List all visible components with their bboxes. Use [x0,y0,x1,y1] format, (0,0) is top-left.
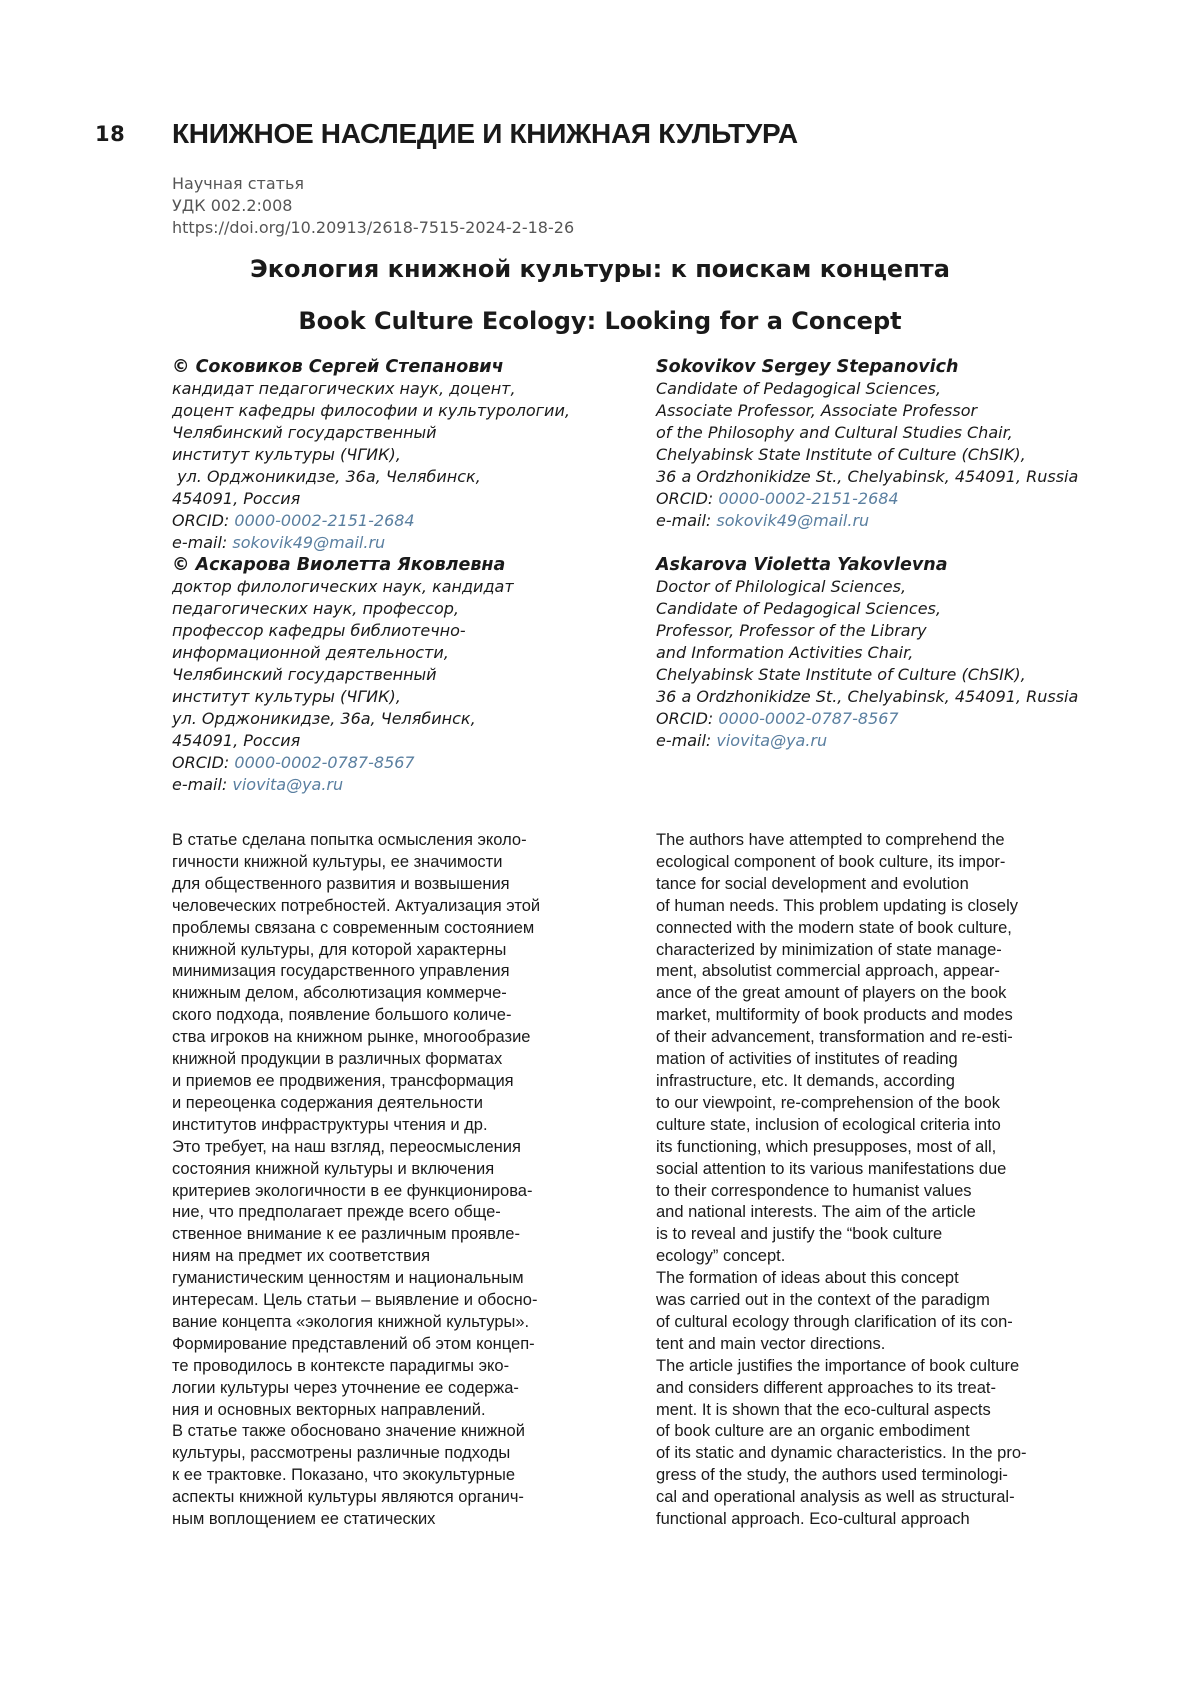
author-affiliation-line: 36 a Ordzhonikidze St., Chelyabinsk, 454091, Russia [656,467,1079,486]
orcid-label: ORCID: [172,753,235,772]
authors-en [656,356,1111,752]
author-affiliation-line: ул. Орджоникидзе, 36а, Челябинск, [172,467,481,486]
orcid-label: ORCID: [656,489,719,508]
abstract-line: mation of activities of institutes of reading [656,1050,958,1069]
author-affiliation-line: доктор филологических наук, кандидат [172,577,514,596]
email-link[interactable]: viovita@ya.ru [232,775,344,794]
author-affiliation-line: Челябинский государственный [172,423,437,442]
abstract-line: functional approach. Eco-cultural approach [656,1510,970,1529]
abstract-line: of book culture are an organic embodiment [656,1422,970,1441]
abstract-line: The article justifies the importance of book culture [656,1356,1020,1375]
author-affiliation-line: профессор кафедры библиотечно- [172,621,466,640]
author-affiliation-line: 36 a Ordzhonikidze St., Chelyabinsk, 454091, Russia [656,687,1079,706]
abstract-line: те проводилось в контексте парадигмы эко- [172,1356,510,1375]
abstract-line: culture state, inclusion of ecological criteria into [656,1115,1001,1134]
abstract-line: ecological component of book culture, its impor- [656,852,1006,871]
journal-title: КНИЖНОЕ НАСЛЕДИЕ И КНИЖНАЯ КУЛЬТУРА [172,118,798,149]
abstract-line: characterized by minimization of state manage- [656,940,1002,959]
abstract-line: для общественного развития и возвышения [172,874,510,893]
abstract-line: and national interests. The aim of the article [656,1203,976,1222]
abstract-line: В статье сделана попытка осмысления эколо- [172,831,527,849]
author-name: Sokovikov Sergey Stepanovich [656,357,959,377]
author-affiliation-line: педагогических наук, профессор, [172,599,460,618]
author-affiliation-line: 454091, Россия [172,489,301,508]
author-affiliation-line: институт культуры (ЧГИК), [172,445,401,464]
abstract-ru [172,830,612,1531]
abstract-line: to our viewpoint, re-comprehension of the book [656,1093,1000,1112]
abstract-line: gress of the study, the authors used terminologi- [656,1466,1008,1485]
abstract-line: к ее трактовке. Показано, что экокультурные [172,1466,516,1485]
email-label: e-mail: [656,511,717,530]
author-affiliation-line: Chelyabinsk State Institute of Culture (ChSIK), [656,445,1026,464]
abstract-line: книжной культуры, для которой характерны [172,940,507,959]
abstract-line: институтов инфраструктуры чтения и др. [172,1115,488,1134]
abstract-line: of their advancement, transformation and re-esti- [656,1028,1013,1047]
author-affiliation-line: Associate Professor, Associate Professor [656,401,978,420]
abstract-line: ecology” concept. [656,1247,786,1266]
author-affiliation-line: информационной деятельности, [172,643,449,662]
abstract-line: was carried out in the context of the paradigm [656,1291,990,1310]
abstract-line: культуры, рассмотрены различные подходы [172,1444,511,1463]
abstract-line: is to reveal and justify the “book culture [656,1225,943,1244]
orcid-line [172,752,612,774]
abstract-line: Это требует, на наш взгляд, переосмысления [172,1137,521,1156]
abstract-line: tent and main vector directions. [656,1334,886,1353]
abstract-line: connected with the modern state of book culture, [656,918,1012,937]
orcid-line [656,708,1111,730]
abstract-line: ства игроков на книжном рынке, многообразие [172,1028,531,1047]
abstract-line: вание концепта «экология книжной культуры». [172,1312,530,1331]
abstract-line: аспекты книжной культуры являются органич- [172,1488,524,1507]
page-number: 18 [95,122,126,146]
abstract-line: ance of the great amount of players on the book [656,984,1007,1003]
article-meta [172,173,574,239]
abstract-line: ственное внимание к ее различным проявле- [172,1225,520,1244]
author-name: © Соковиков Сергей Степанович [172,357,504,377]
abstract-line: market, multiformity of book products and modes [656,1006,1013,1025]
article-type: Научная статья [172,174,305,193]
email-link[interactable]: sokovik49@mail.ru [716,511,870,530]
author-affiliation-line: ул. Орджоникидзе, 36а, Челябинск, [172,709,476,728]
authors-ru [172,356,612,796]
abstract-line: и приемов ее продвижения, трансформация [172,1071,514,1090]
author-ru-1 [172,356,612,554]
author-affiliation-line: Doctor of Philological Sciences, [656,577,907,596]
email-line [656,730,1111,752]
abstract-line: В статье также обосновано значение книжной [172,1422,525,1441]
abstract-line: Формирование представлений об этом концеп- [172,1334,535,1353]
email-label: e-mail: [172,775,233,794]
author-en-1 [656,356,1111,532]
abstract-line: ниям на предмет их соответствия [172,1247,431,1266]
email-label: e-mail: [172,533,233,552]
udk-code: УДК 002.2:008 [172,196,293,215]
abstract-line: and considers different approaches to its treat- [656,1378,996,1397]
author-en-2 [656,554,1111,752]
orcid-line [172,510,612,532]
author-affiliation-line: of the Philosophy and Cultural Studies Chair, [656,423,1013,442]
orcid-link[interactable]: 0000-0002-2151-2684 [234,511,415,530]
abstract-line: The authors have attempted to comprehend the [656,831,1005,849]
abstract-line: of its static and dynamic characteristics. In the pro- [656,1444,1027,1463]
abstract-line: ние, что предполагает прежде всего обще- [172,1203,501,1222]
author-ru-2 [172,554,612,796]
orcid-label: ORCID: [656,709,719,728]
author-name: Askarova Violetta Yakovlevna [656,555,948,575]
email-line [172,532,612,554]
abstract-line: книжным делом, абсолютизация коммерче- [172,984,507,1003]
email-line [172,774,612,796]
abstract-line: ского подхода, появление большого количе- [172,1006,512,1025]
orcid-link[interactable]: 0000-0002-0787-8567 [718,709,899,728]
email-label: e-mail: [656,731,717,750]
orcid-link[interactable]: 0000-0002-0787-8567 [234,753,415,772]
article-title-en: Book Culture Ecology: Looking for a Concept [298,307,902,335]
email-link[interactable]: sokovik49@mail.ru [232,533,386,552]
author-affiliation-line: Candidate of Pedagogical Sciences, [656,599,941,618]
abstract-line: гуманистическим ценностям и национальным [172,1269,524,1288]
author-affiliation-line: кандидат педагогических наук, доцент, [172,379,516,398]
doi-link[interactable]: https://doi.org/10.20913/2618-7515-2024-2-18-26 [172,218,575,237]
abstract-line: ния и основных векторных направлений. [172,1400,486,1419]
abstract-line: cal and operational analysis as well as structural- [656,1488,1015,1507]
abstract-line: The formation of ideas about this concept [656,1269,959,1288]
orcid-label: ORCID: [172,511,235,530]
author-affiliation-line: and Information Activities Chair, [656,643,914,662]
abstract-line: its functioning, which presupposes, most of all, [656,1137,997,1156]
author-affiliation-line: Челябинский государственный [172,665,437,684]
abstract-line: to their correspondence to humanist values [656,1181,972,1200]
author-affiliation-line: Chelyabinsk State Institute of Culture (ChSIK), [656,665,1026,684]
abstract-line: of human needs. This problem updating is closely [656,896,1018,915]
abstract-line: книжной продукции в различных форматах [172,1050,503,1069]
article-title-ru: Экология книжной культуры: к поискам концепта [250,255,950,283]
author-affiliation-line: институт культуры (ЧГИК), [172,687,401,706]
abstract-line: и переоценка содержания деятельности [172,1093,483,1112]
abstract-line: tance for social development and evolution [656,874,969,893]
abstract-line: гичности книжной культуры, ее значимости [172,852,503,871]
abstract-line: ным воплощением ее статических [172,1510,436,1529]
abstract-en [656,830,1111,1531]
abstract-line: человеческих потребностей. Актуализация этой [172,896,541,915]
abstract-line: social attention to its various manifestations due [656,1159,1007,1178]
abstract-line: критериев экологичности в ее функционирова- [172,1181,533,1200]
abstract-line: состояния книжной культуры и включения [172,1159,495,1178]
abstract-line: интересам. Цель статьи – выявление и обосно- [172,1291,538,1310]
author-affiliation-line: Candidate of Pedagogical Sciences, [656,379,941,398]
abstract-line: of cultural ecology through clarification of its con- [656,1312,1013,1331]
abstract-line: минимизация государственного управления [172,962,510,981]
orcid-link[interactable]: 0000-0002-2151-2684 [718,489,899,508]
abstract-line: ment, absolutist commercial approach, appear- [656,962,1000,981]
author-affiliation-line: доцент кафедры философии и культурологии, [172,401,570,420]
email-link[interactable]: viovita@ya.ru [716,731,828,750]
author-affiliation-line: 454091, Россия [172,731,301,750]
email-line [656,510,1111,532]
orcid-line [656,488,1111,510]
abstract-line: ment. It is shown that the eco-cultural aspects [656,1400,991,1419]
author-affiliation-line: Professor, Professor of the Library [656,621,927,640]
abstract-line: infrastructure, etc. It demands, according [656,1071,955,1090]
author-name: © Аскарова Виолетта Яковлевна [172,555,506,575]
abstract-line: проблемы связана с современным состоянием [172,918,535,937]
abstract-line: логии культуры через уточнение ее содержа- [172,1378,519,1397]
